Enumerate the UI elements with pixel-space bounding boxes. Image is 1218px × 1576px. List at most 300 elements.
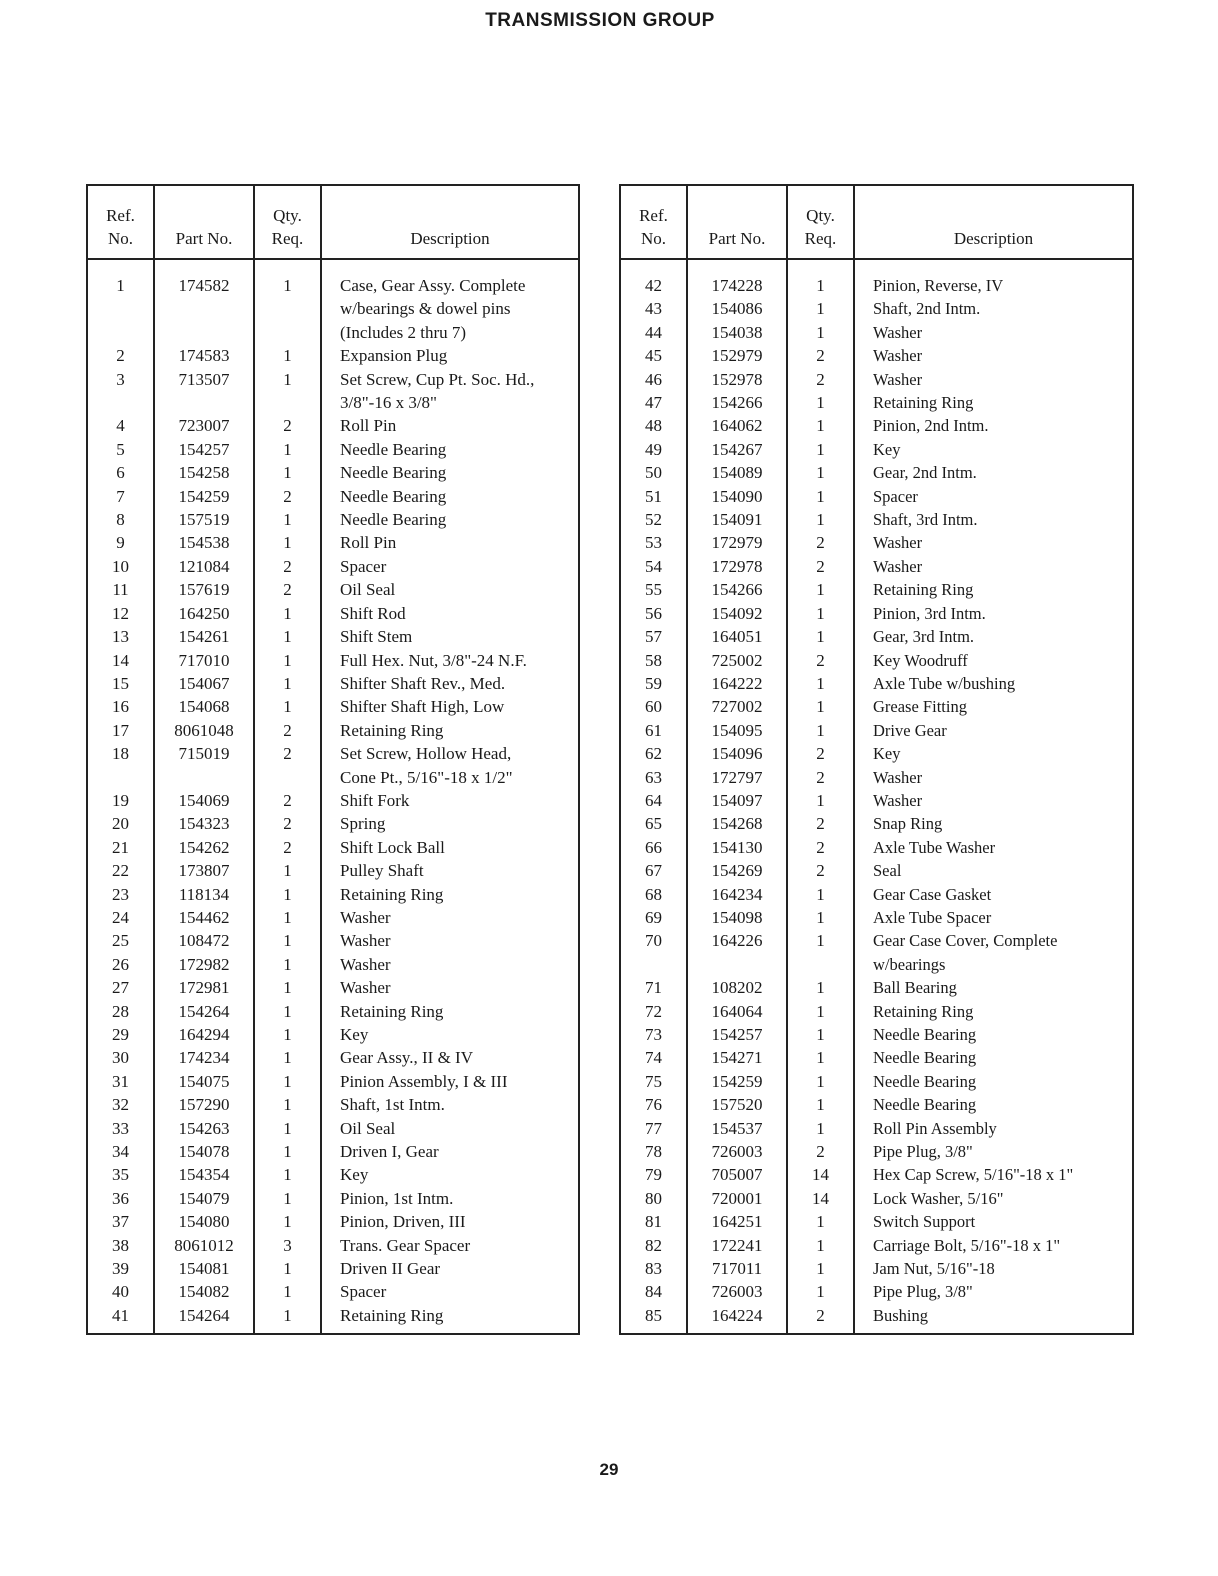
ref-cell: 85 xyxy=(620,1304,687,1334)
ref-cell: 58 xyxy=(620,649,687,672)
description-cell: Needle Bearing xyxy=(854,1046,1133,1069)
description-cell: Key xyxy=(854,438,1133,461)
qty-cell: 1 xyxy=(254,649,321,672)
description-cell: w/bearings & dowel pins xyxy=(321,297,579,320)
ref-cell: 30 xyxy=(87,1046,154,1069)
table-row xyxy=(87,578,579,601)
description-cell: Spacer xyxy=(321,555,579,578)
table-row xyxy=(620,836,1133,859)
description-cell: Pinion, 1st Intm. xyxy=(321,1187,579,1210)
part-number-cell: 723007 xyxy=(154,414,254,437)
header-part: Part No. xyxy=(154,185,254,259)
part-number-cell: 174234 xyxy=(154,1046,254,1069)
description-cell: Pulley Shaft xyxy=(321,859,579,882)
table-row xyxy=(620,555,1133,578)
table-row xyxy=(620,1046,1133,1069)
description-cell: Snap Ring xyxy=(854,812,1133,835)
ref-cell: 71 xyxy=(620,976,687,999)
qty-cell: 1 xyxy=(787,1093,854,1116)
part-number-cell: 8061048 xyxy=(154,719,254,742)
ref-cell: 13 xyxy=(87,625,154,648)
part-number-cell: 154263 xyxy=(154,1117,254,1140)
description-cell: Bushing xyxy=(854,1304,1133,1334)
qty-cell: 2 xyxy=(787,766,854,789)
qty-cell: 1 xyxy=(787,1046,854,1069)
table-row xyxy=(620,812,1133,835)
qty-cell: 2 xyxy=(254,789,321,812)
table-row xyxy=(620,485,1133,508)
part-number-cell: 154082 xyxy=(154,1280,254,1303)
part-number-cell: 164064 xyxy=(687,1000,787,1023)
description-cell: Grease Fitting xyxy=(854,695,1133,718)
ref-cell: 4 xyxy=(87,414,154,437)
ref-cell: 57 xyxy=(620,625,687,648)
description-cell: Roll Pin Assembly xyxy=(854,1117,1133,1140)
description-cell: Shaft, 3rd Intm. xyxy=(854,508,1133,531)
description-cell: Pinion, 3rd Intm. xyxy=(854,602,1133,625)
description-cell: Oil Seal xyxy=(321,578,579,601)
ref-cell: 77 xyxy=(620,1117,687,1140)
part-number-cell: 174228 xyxy=(687,259,787,297)
description-cell: w/bearings xyxy=(854,953,1133,976)
table-row xyxy=(620,1163,1133,1186)
ref-cell: 28 xyxy=(87,1000,154,1023)
part-number-cell: 154269 xyxy=(687,859,787,882)
part-number-cell: 705007 xyxy=(687,1163,787,1186)
ref-cell: 80 xyxy=(620,1187,687,1210)
ref-cell: 25 xyxy=(87,929,154,952)
qty-cell: 1 xyxy=(254,368,321,391)
part-number-cell: 121084 xyxy=(154,555,254,578)
qty-cell: 1 xyxy=(787,1070,854,1093)
ref-cell: 63 xyxy=(620,766,687,789)
table-row xyxy=(87,461,579,484)
part-number-cell: 164224 xyxy=(687,1304,787,1334)
description-cell: Switch Support xyxy=(854,1210,1133,1233)
qty-cell: 1 xyxy=(254,1280,321,1303)
qty-cell: 1 xyxy=(254,1117,321,1140)
ref-cell: 50 xyxy=(620,461,687,484)
qty-cell: 1 xyxy=(254,1046,321,1069)
part-number-cell: 154354 xyxy=(154,1163,254,1186)
description-cell: Gear Case Cover, Complete xyxy=(854,929,1133,952)
description-cell: Shift Fork xyxy=(321,789,579,812)
ref-cell: 69 xyxy=(620,906,687,929)
description-cell: Shifter Shaft Rev., Med. xyxy=(321,672,579,695)
qty-cell: 1 xyxy=(787,1000,854,1023)
part-number-cell: 154078 xyxy=(154,1140,254,1163)
description-cell: Case, Gear Assy. Complete xyxy=(321,259,579,297)
table-row xyxy=(620,531,1133,554)
qty-cell: 2 xyxy=(787,649,854,672)
part-number-cell: 154323 xyxy=(154,812,254,835)
part-number-cell: 154259 xyxy=(687,1070,787,1093)
description-cell: Pinion, Driven, III xyxy=(321,1210,579,1233)
description-cell: Washer xyxy=(321,906,579,929)
table-row xyxy=(620,742,1133,765)
ref-cell xyxy=(620,953,687,976)
part-number-cell: 154259 xyxy=(154,485,254,508)
part-number-cell: 154098 xyxy=(687,906,787,929)
qty-cell: 1 xyxy=(787,789,854,812)
description-cell: Washer xyxy=(321,953,579,976)
table-row xyxy=(620,976,1133,999)
parts-table-left xyxy=(86,184,580,1335)
qty-cell: 1 xyxy=(787,461,854,484)
table-row xyxy=(620,602,1133,625)
ref-cell: 76 xyxy=(620,1093,687,1116)
description-cell: Needle Bearing xyxy=(321,461,579,484)
table-row xyxy=(87,719,579,742)
header-qty: Qty. Req. xyxy=(254,185,321,259)
part-number-cell: 154069 xyxy=(154,789,254,812)
qty-cell: 1 xyxy=(254,259,321,297)
table-row xyxy=(87,812,579,835)
table-row xyxy=(620,859,1133,882)
ref-cell: 53 xyxy=(620,531,687,554)
part-number-cell xyxy=(154,297,254,320)
part-number-cell: 154079 xyxy=(154,1187,254,1210)
part-number-cell: 713507 xyxy=(154,368,254,391)
ref-cell: 75 xyxy=(620,1070,687,1093)
ref-cell: 55 xyxy=(620,578,687,601)
description-cell: Retaining Ring xyxy=(854,578,1133,601)
ref-cell: 42 xyxy=(620,259,687,297)
table-row xyxy=(87,1117,579,1140)
table-row xyxy=(620,649,1133,672)
qty-cell: 1 xyxy=(787,578,854,601)
description-cell: Carriage Bolt, 5/16"-18 x 1" xyxy=(854,1234,1133,1257)
table-row xyxy=(87,321,579,344)
description-cell: Spacer xyxy=(854,485,1133,508)
qty-cell: 1 xyxy=(787,414,854,437)
description-cell: Set Screw, Hollow Head, xyxy=(321,742,579,765)
qty-cell: 2 xyxy=(787,1304,854,1334)
description-cell: Needle Bearing xyxy=(854,1070,1133,1093)
part-number-cell: 164051 xyxy=(687,625,787,648)
table-header-row xyxy=(620,185,1133,259)
description-cell: Driven I, Gear xyxy=(321,1140,579,1163)
ref-cell: 47 xyxy=(620,391,687,414)
part-number-cell: 154068 xyxy=(154,695,254,718)
part-number-cell: 172979 xyxy=(687,531,787,554)
qty-cell: 2 xyxy=(254,836,321,859)
table-row xyxy=(620,1000,1133,1023)
ref-cell: 24 xyxy=(87,906,154,929)
table-row xyxy=(87,649,579,672)
qty-cell: 2 xyxy=(254,485,321,508)
table-row xyxy=(620,1070,1133,1093)
description-cell: Shift Stem xyxy=(321,625,579,648)
qty-cell: 2 xyxy=(254,719,321,742)
ref-cell: 27 xyxy=(87,976,154,999)
table-row xyxy=(87,672,579,695)
qty-cell xyxy=(254,766,321,789)
part-number-cell xyxy=(154,766,254,789)
qty-cell: 2 xyxy=(254,555,321,578)
qty-cell: 2 xyxy=(787,742,854,765)
qty-cell: 2 xyxy=(254,812,321,835)
part-number-cell: 172978 xyxy=(687,555,787,578)
table-row xyxy=(87,508,579,531)
qty-cell: 1 xyxy=(254,1023,321,1046)
qty-cell: 2 xyxy=(787,836,854,859)
part-number-cell xyxy=(154,391,254,414)
ref-cell: 65 xyxy=(620,812,687,835)
table-row xyxy=(620,321,1133,344)
ref-cell: 64 xyxy=(620,789,687,812)
table-row xyxy=(87,859,579,882)
description-cell: Cone Pt., 5/16"-18 x 1/2" xyxy=(321,766,579,789)
table-row xyxy=(87,1210,579,1233)
part-number-cell: 118134 xyxy=(154,883,254,906)
part-number-cell: 157290 xyxy=(154,1093,254,1116)
part-number-cell: 154258 xyxy=(154,461,254,484)
ref-cell: 83 xyxy=(620,1257,687,1280)
table-row xyxy=(620,672,1133,695)
table-row xyxy=(620,789,1133,812)
qty-cell xyxy=(787,953,854,976)
qty-cell: 1 xyxy=(254,508,321,531)
table-row xyxy=(87,1046,579,1069)
table-row xyxy=(87,836,579,859)
qty-cell: 1 xyxy=(254,602,321,625)
table-row xyxy=(87,1280,579,1303)
description-cell: Needle Bearing xyxy=(321,438,579,461)
ref-cell: 9 xyxy=(87,531,154,554)
qty-cell: 1 xyxy=(254,929,321,952)
ref-cell: 7 xyxy=(87,485,154,508)
qty-cell: 1 xyxy=(254,859,321,882)
description-cell: Washer xyxy=(854,368,1133,391)
table-row xyxy=(620,1280,1133,1303)
header-ref: Ref. No. xyxy=(87,185,154,259)
description-cell: Gear Case Gasket xyxy=(854,883,1133,906)
description-cell: Key xyxy=(321,1023,579,1046)
qty-cell: 1 xyxy=(787,259,854,297)
table-row xyxy=(87,789,579,812)
ref-cell: 22 xyxy=(87,859,154,882)
part-number-cell: 726003 xyxy=(687,1140,787,1163)
part-number-cell: 154257 xyxy=(687,1023,787,1046)
ref-cell: 78 xyxy=(620,1140,687,1163)
ref-cell: 15 xyxy=(87,672,154,695)
part-number-cell: 154067 xyxy=(154,672,254,695)
description-cell: Axle Tube Washer xyxy=(854,836,1133,859)
description-cell: Washer xyxy=(854,789,1133,812)
description-cell: Key Woodruff xyxy=(854,649,1133,672)
table-row xyxy=(620,1093,1133,1116)
part-number-cell: 154462 xyxy=(154,906,254,929)
ref-cell: 54 xyxy=(620,555,687,578)
ref-cell: 33 xyxy=(87,1117,154,1140)
part-number-cell: 164062 xyxy=(687,414,787,437)
table-row xyxy=(87,485,579,508)
description-cell: Roll Pin xyxy=(321,414,579,437)
description-cell: Pinion Assembly, I & III xyxy=(321,1070,579,1093)
qty-cell: 1 xyxy=(254,1187,321,1210)
part-number-cell: 108472 xyxy=(154,929,254,952)
table-row xyxy=(620,438,1133,461)
ref-cell: 36 xyxy=(87,1187,154,1210)
table-row xyxy=(620,1140,1133,1163)
ref-cell: 19 xyxy=(87,789,154,812)
part-number-cell: 154537 xyxy=(687,1117,787,1140)
table-row xyxy=(87,1023,579,1046)
table-row xyxy=(620,461,1133,484)
ref-cell: 60 xyxy=(620,695,687,718)
qty-cell: 1 xyxy=(254,1163,321,1186)
description-cell: Retaining Ring xyxy=(854,391,1133,414)
header-ref: Ref. No. xyxy=(620,185,687,259)
ref-cell: 11 xyxy=(87,578,154,601)
table-header-row xyxy=(87,185,579,259)
ref-cell: 73 xyxy=(620,1023,687,1046)
ref-cell: 34 xyxy=(87,1140,154,1163)
part-number-cell: 172982 xyxy=(154,953,254,976)
description-cell: Shifter Shaft High, Low xyxy=(321,695,579,718)
qty-cell: 1 xyxy=(787,1234,854,1257)
description-cell: Roll Pin xyxy=(321,531,579,554)
qty-cell: 1 xyxy=(254,438,321,461)
qty-cell: 3 xyxy=(254,1234,321,1257)
table-row xyxy=(87,1070,579,1093)
table-row xyxy=(620,391,1133,414)
qty-cell: 1 xyxy=(787,883,854,906)
qty-cell: 1 xyxy=(254,531,321,554)
description-cell: Retaining Ring xyxy=(321,1000,579,1023)
ref-cell: 40 xyxy=(87,1280,154,1303)
ref-cell: 49 xyxy=(620,438,687,461)
ref-cell: 2 xyxy=(87,344,154,367)
qty-cell: 1 xyxy=(787,438,854,461)
qty-cell: 1 xyxy=(787,391,854,414)
table-row xyxy=(87,1140,579,1163)
part-number-cell: 108202 xyxy=(687,976,787,999)
table-row xyxy=(620,368,1133,391)
table-row xyxy=(87,1234,579,1257)
table-row xyxy=(87,259,579,297)
qty-cell: 1 xyxy=(787,1280,854,1303)
table-row xyxy=(620,625,1133,648)
table-row xyxy=(87,1304,579,1334)
page-number: 29 xyxy=(599,1460,619,1479)
table-row xyxy=(87,1187,579,1210)
qty-cell: 1 xyxy=(254,1070,321,1093)
qty-cell: 1 xyxy=(254,344,321,367)
ref-cell xyxy=(87,391,154,414)
table-row xyxy=(87,929,579,952)
part-number-cell: 717010 xyxy=(154,649,254,672)
ref-cell: 82 xyxy=(620,1234,687,1257)
qty-cell: 14 xyxy=(787,1187,854,1210)
description-cell: Axle Tube Spacer xyxy=(854,906,1133,929)
description-cell: Driven II Gear xyxy=(321,1257,579,1280)
part-number-cell: 154075 xyxy=(154,1070,254,1093)
part-number-cell: 164294 xyxy=(154,1023,254,1046)
description-cell: Set Screw, Cup Pt. Soc. Hd., xyxy=(321,368,579,391)
qty-cell: 1 xyxy=(254,1093,321,1116)
description-cell: Shaft, 2nd Intm. xyxy=(854,297,1133,320)
description-cell: Lock Washer, 5/16" xyxy=(854,1187,1133,1210)
table-row xyxy=(87,695,579,718)
qty-cell: 1 xyxy=(254,461,321,484)
ref-cell: 16 xyxy=(87,695,154,718)
table-row xyxy=(87,976,579,999)
description-cell: Key xyxy=(321,1163,579,1186)
part-number-cell: 727002 xyxy=(687,695,787,718)
table-row xyxy=(87,1093,579,1116)
part-number-cell: 154262 xyxy=(154,836,254,859)
qty-cell: 2 xyxy=(254,414,321,437)
table-row xyxy=(87,414,579,437)
ref-cell: 39 xyxy=(87,1257,154,1280)
part-number-cell: 154130 xyxy=(687,836,787,859)
ref-cell: 43 xyxy=(620,297,687,320)
description-cell: Washer xyxy=(854,766,1133,789)
description-cell: Pinion, Reverse, IV xyxy=(854,259,1133,297)
qty-cell: 1 xyxy=(787,321,854,344)
qty-cell: 1 xyxy=(254,953,321,976)
description-cell: Washer xyxy=(321,976,579,999)
table-row xyxy=(620,883,1133,906)
qty-cell: 1 xyxy=(787,929,854,952)
ref-cell: 14 xyxy=(87,649,154,672)
ref-cell xyxy=(87,297,154,320)
qty-cell: 2 xyxy=(787,368,854,391)
table-row xyxy=(87,531,579,554)
qty-cell xyxy=(254,321,321,344)
part-number-cell: 154096 xyxy=(687,742,787,765)
table-row xyxy=(87,297,579,320)
ref-cell: 56 xyxy=(620,602,687,625)
part-number-cell xyxy=(687,953,787,976)
qty-cell: 1 xyxy=(787,695,854,718)
description-cell: Trans. Gear Spacer xyxy=(321,1234,579,1257)
table-row xyxy=(620,508,1133,531)
part-number-cell: 154267 xyxy=(687,438,787,461)
table-row xyxy=(620,953,1133,976)
table-row xyxy=(620,1023,1133,1046)
part-number-cell: 725002 xyxy=(687,649,787,672)
part-number-cell: 154092 xyxy=(687,602,787,625)
ref-cell: 32 xyxy=(87,1093,154,1116)
table-row xyxy=(620,695,1133,718)
description-cell: Ball Bearing xyxy=(854,976,1133,999)
table-row xyxy=(87,766,579,789)
header-part: Part No. xyxy=(687,185,787,259)
qty-cell: 2 xyxy=(787,344,854,367)
qty-cell: 2 xyxy=(787,812,854,835)
qty-cell: 1 xyxy=(254,1140,321,1163)
ref-cell: 18 xyxy=(87,742,154,765)
part-number-cell: 154266 xyxy=(687,391,787,414)
ref-cell: 52 xyxy=(620,508,687,531)
table-row xyxy=(620,1234,1133,1257)
qty-cell: 1 xyxy=(787,1257,854,1280)
table-row xyxy=(87,906,579,929)
part-number-cell: 154264 xyxy=(154,1304,254,1334)
part-number-cell: 174582 xyxy=(154,259,254,297)
part-number-cell: 164222 xyxy=(687,672,787,695)
description-cell: Pipe Plug, 3/8" xyxy=(854,1140,1133,1163)
part-number-cell xyxy=(154,321,254,344)
description-cell: Axle Tube w/bushing xyxy=(854,672,1133,695)
part-number-cell: 154081 xyxy=(154,1257,254,1280)
description-cell: Key xyxy=(854,742,1133,765)
table-row xyxy=(87,953,579,976)
description-cell: Retaining Ring xyxy=(321,719,579,742)
